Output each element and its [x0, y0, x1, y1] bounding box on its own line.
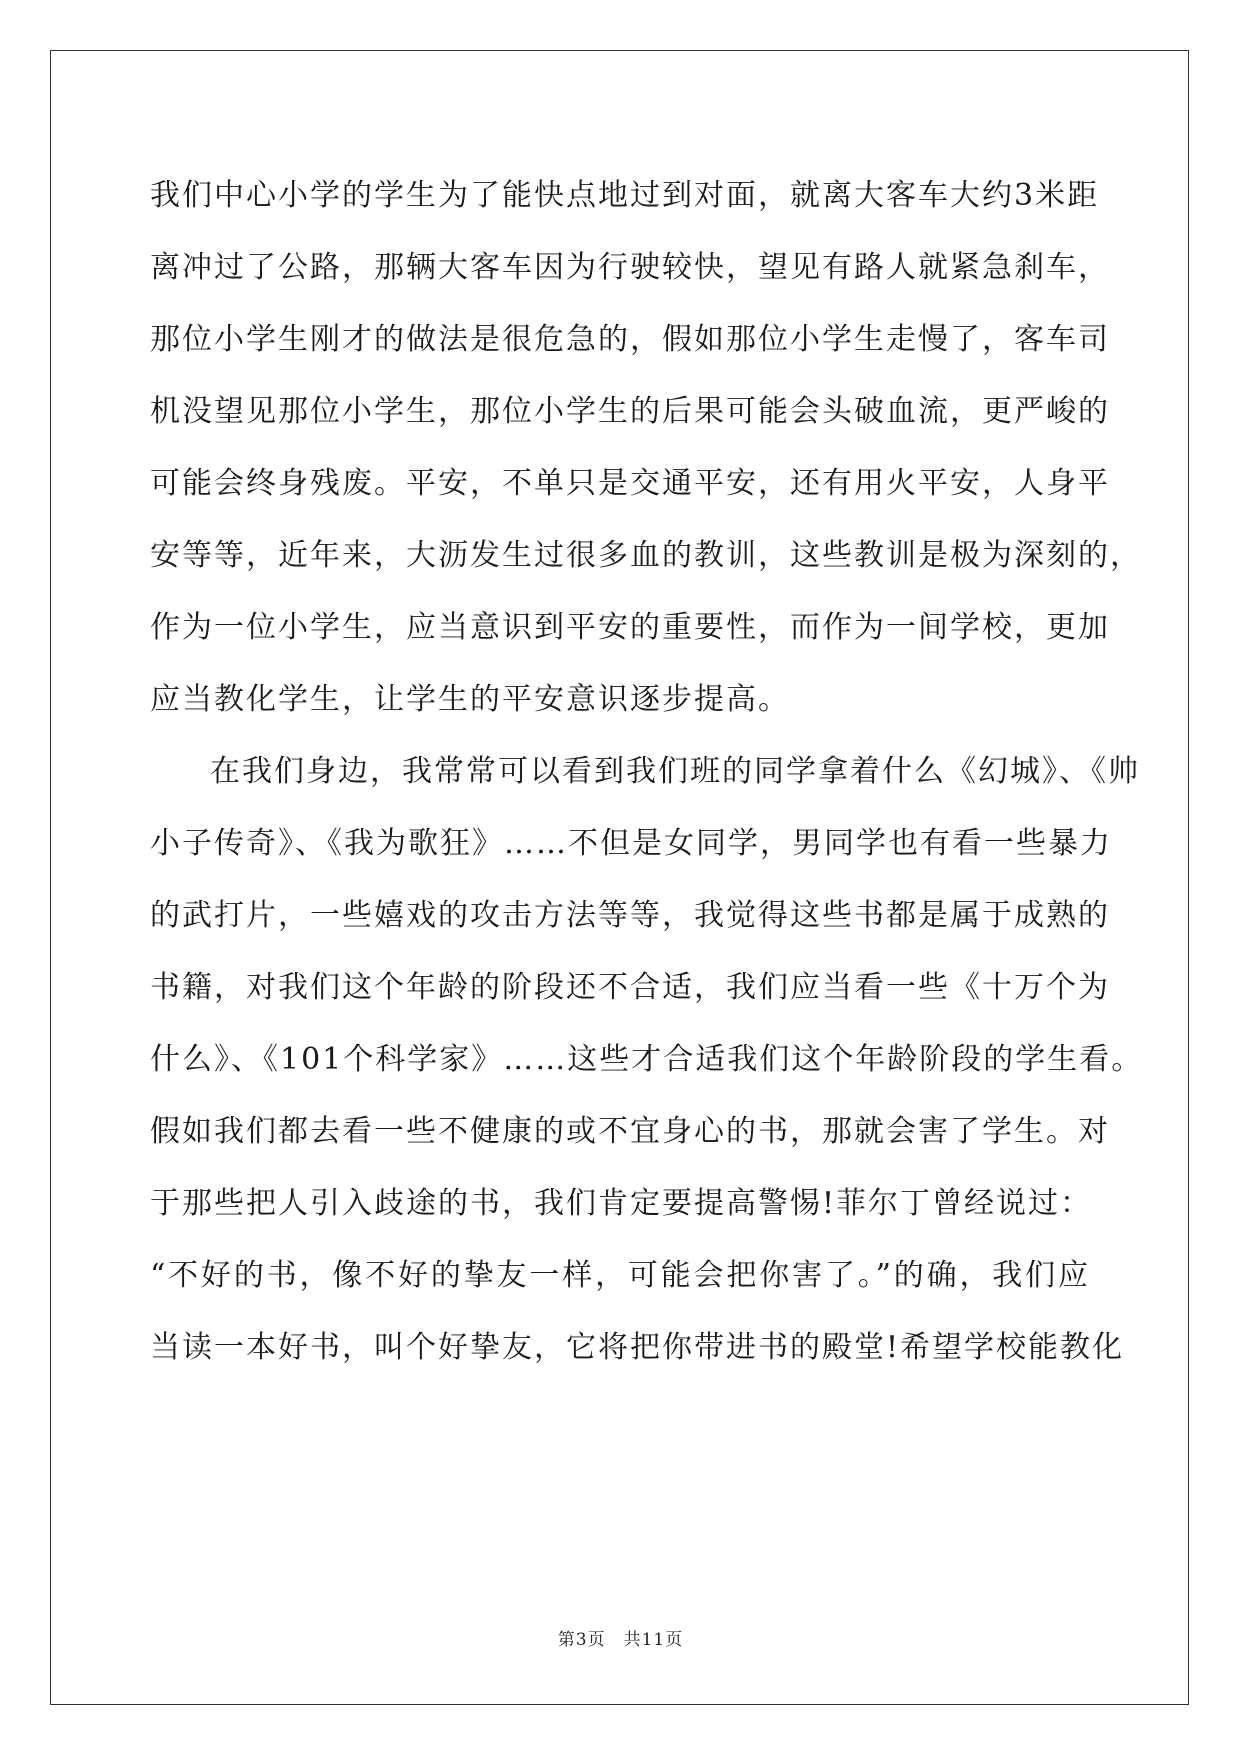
paragraph-start-line: 在我们身边，我常常可以看到我们班的同学拿着什么《幻城》、《帅	[210, 754, 1140, 789]
text-line: 那位小学生刚才的做法是很危急的，假如那位小学生走慢了，客车司	[150, 322, 1110, 357]
text-line: 作为一位小学生，应当意识到平安的重要性，而作为一间学校，更加	[150, 610, 1110, 645]
text-line: “不好的书，像不好的挚友一样，可能会把你害了。”的确，我们应	[150, 1258, 1090, 1293]
body-text	[150, 160, 1144, 1384]
text-line: 书籍，对我们这个年龄的阶段还不合适，我们应当看一些《十万个为	[150, 970, 1110, 1005]
text-line: 机没望见那位小学生，那位小学生的后果可能会头破血流，更严峻的	[150, 394, 1110, 429]
page-number-footer: 第3页 共11页	[557, 1630, 684, 1650]
text-line: 什么》、《101个科学家》……这些才合适我们这个年龄阶段的学生看。	[150, 1042, 1144, 1077]
text-line: 的武打片，一些嬉戏的攻击方法等等，我觉得这些书都是属于成熟的	[150, 898, 1110, 933]
text-line: 可能会终身残废。平安，不单只是交通平安，还有用火平安，人身平	[150, 466, 1110, 501]
text-line: 安等等，近年来，大沥发生过很多血的教训，这些教训是极为深刻的，	[150, 538, 1142, 573]
text-line: 假如我们都去看一些不健康的或不宜身心的书，那就会害了学生。对	[150, 1114, 1110, 1149]
text-line: 小子传奇》、《我为歌狂》……不但是女同学，男同学也有看一些暴力	[150, 826, 1112, 861]
text-line: 我们中心小学的学生为了能快点地过到对面，就离大客车大约3米距	[150, 178, 1100, 213]
text-line: 当读一本好书，叫个好挚友，它将把你带进书的殿堂!希望学校能教化	[150, 1330, 1125, 1365]
paragraph-end-line: 应当教化学生，让学生的平安意识逐步提高。	[150, 682, 790, 717]
text-line: 离冲过了公路，那辆大客车因为行驶较快，望见有路人就紧急刹车，	[150, 250, 1110, 285]
text-line: 于那些把人引入歧途的书，我们肯定要提高警惕!菲尔丁曾经说过：	[150, 1186, 1093, 1221]
